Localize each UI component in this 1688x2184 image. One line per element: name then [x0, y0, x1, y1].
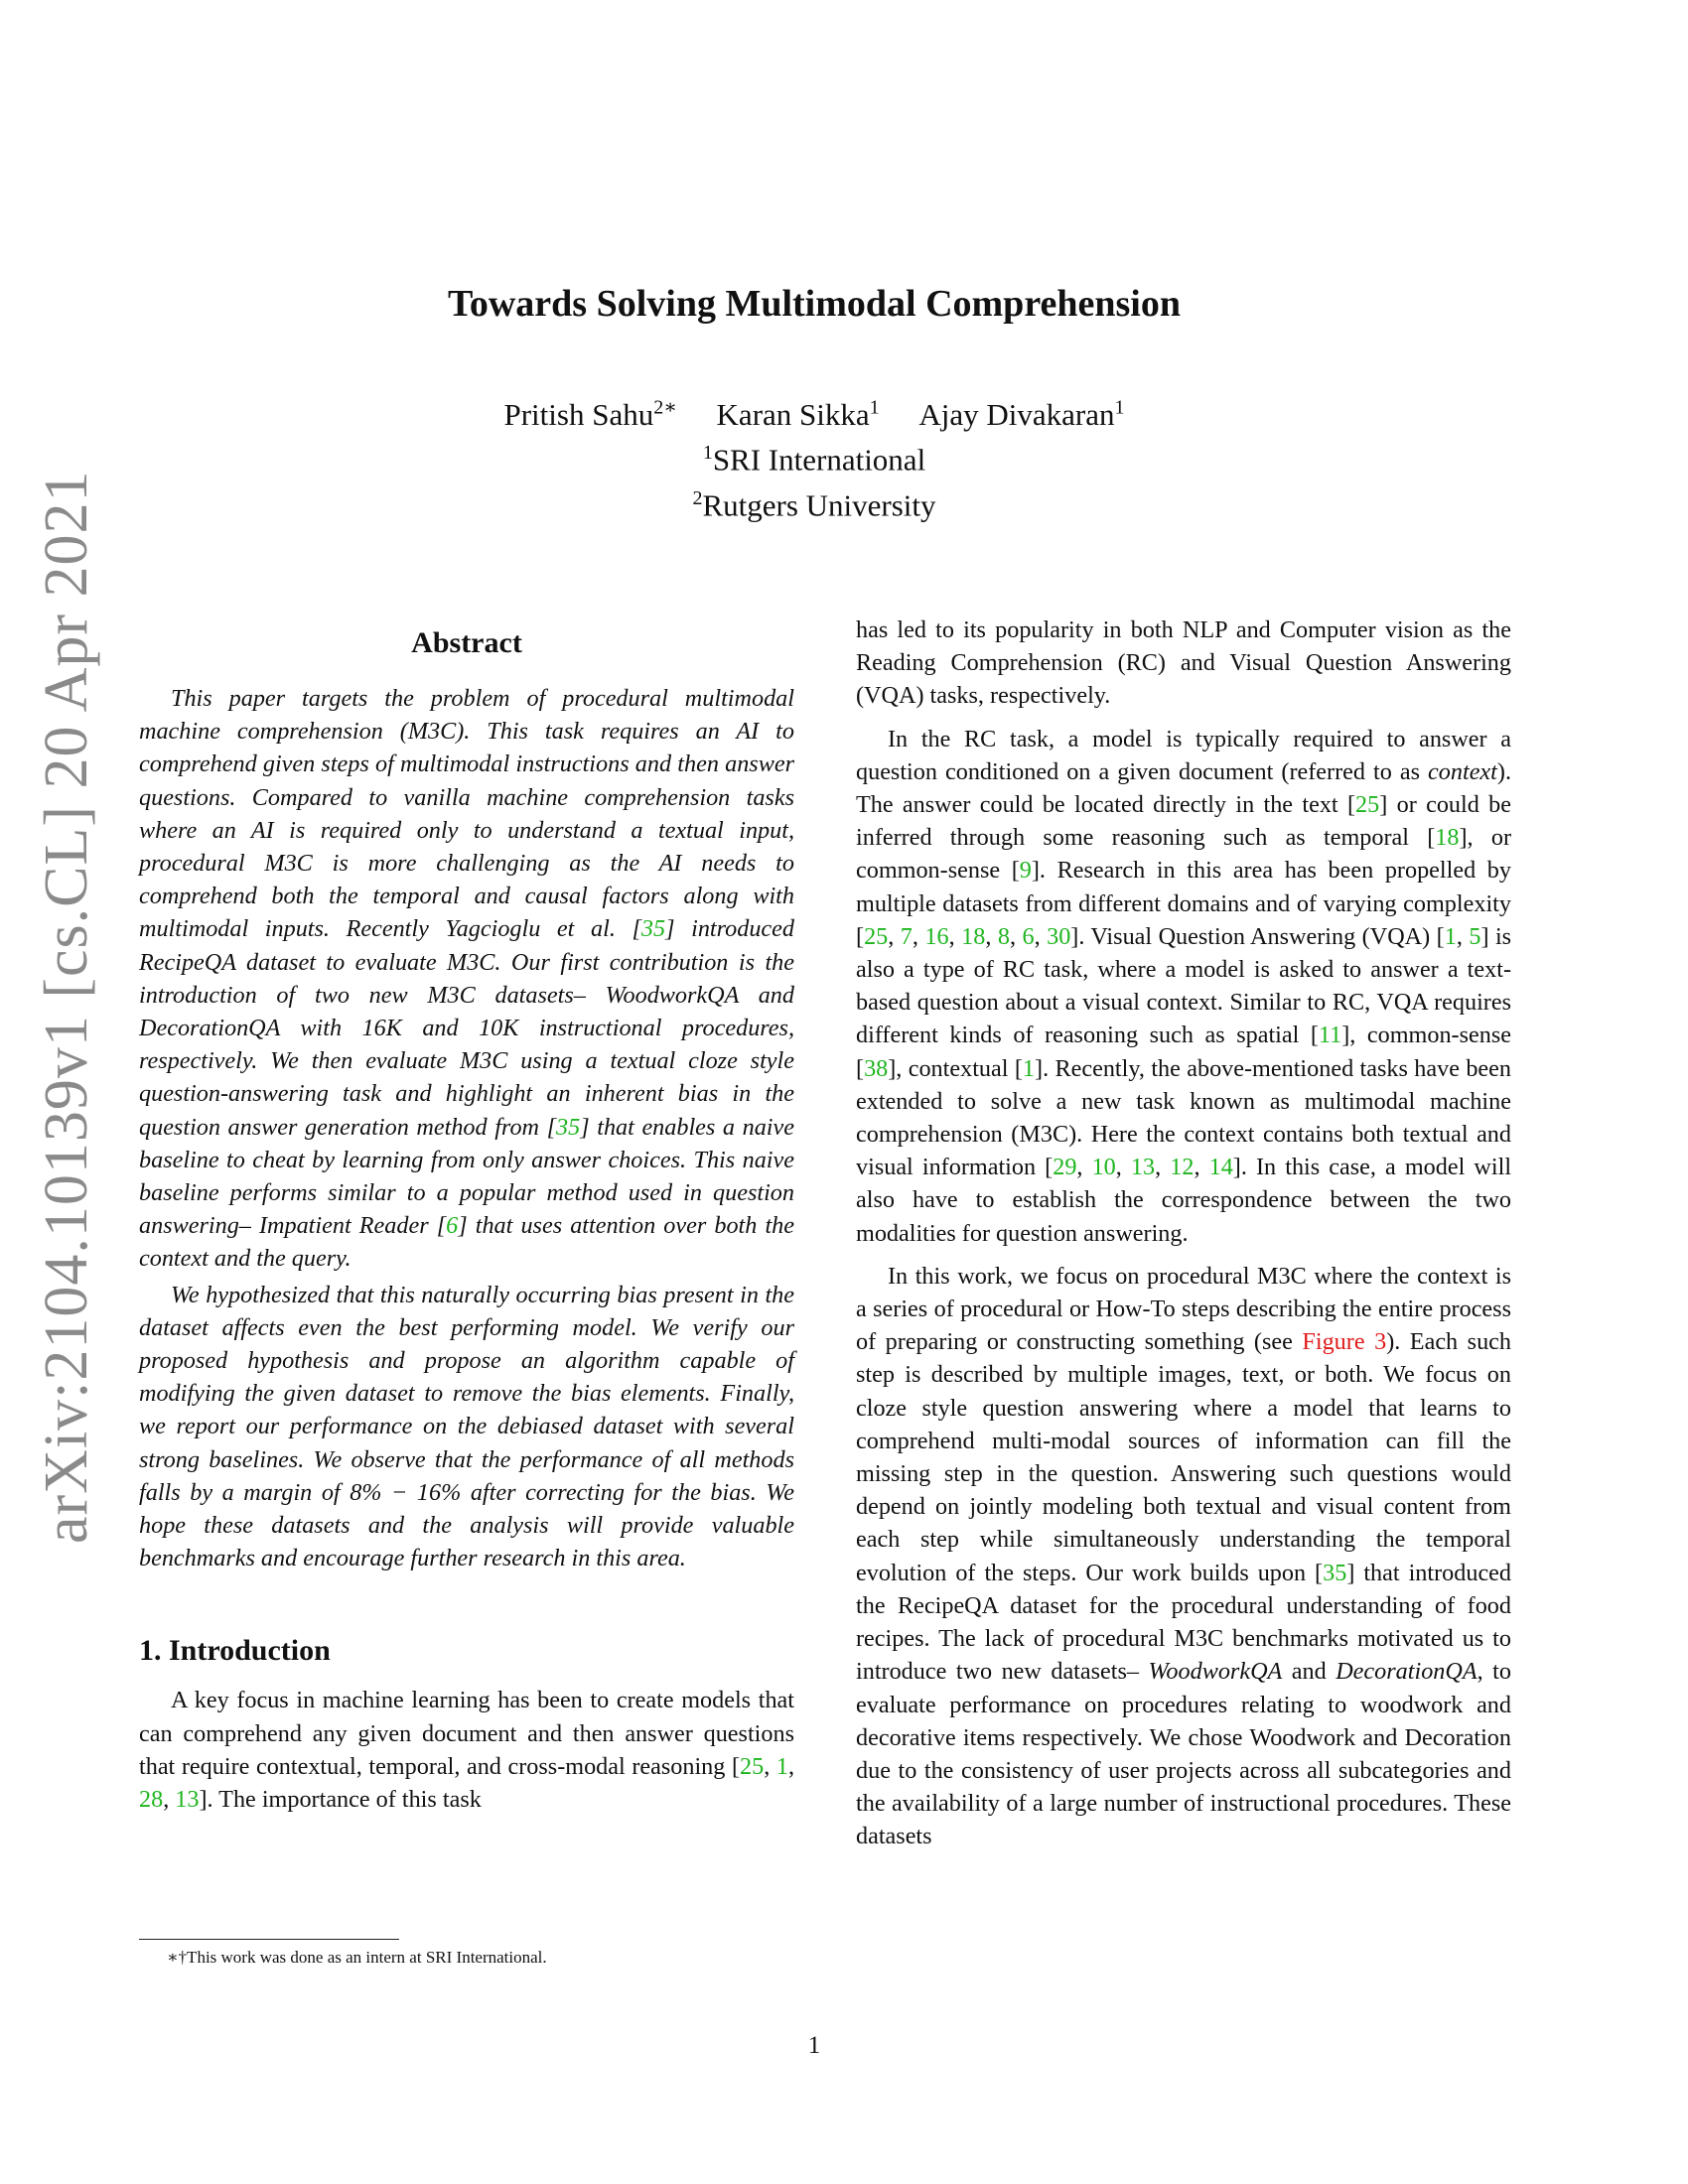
abstract-paragraph: We hypothesized that this naturally occurring bias present in the dataset affects even the best performing model. We verify our proposed hypothesis and propose an algorithm capable of modifying the given dataset to remove the bias elements. Finally, we report our performance on the debiased dataset with several strong baselines. We observe that the performance of all methods falls by a margin of 8% − 16% after correcting for the bias. We hope these datasets and the analysis will provide valuable benchmarks and encourage further research in this area.: [139, 1281, 794, 1572]
citation-link[interactable]: 35: [640, 915, 666, 943]
citation-link[interactable]: 35: [556, 1113, 581, 1141]
citation-link[interactable]: 16: [924, 922, 949, 950]
citation-link[interactable]: 6: [1022, 922, 1035, 950]
abstract-section: [139, 626, 794, 1574]
affiliation: $^2$Rutgers University: [692, 486, 936, 522]
citation-link[interactable]: 1: [775, 1752, 788, 1780]
citation-list: 25, 7, 16, 18, 8, 6, 30: [864, 922, 1071, 950]
body-paragraph: A key focus in machine learning has been to create models that can comprehend any given document and then answer questions that require contextual, temporal, and cross-modal reasoning [25, 1, 28, 13]. The importance of this task: [139, 1687, 795, 1814]
citation-link[interactable]: 25: [864, 922, 889, 950]
author: Ajay Divakaran$^1$: [918, 397, 1125, 433]
section-heading: 1. Introduction: [139, 1634, 331, 1668]
dataset-name: DecorationQA: [1336, 1658, 1477, 1686]
dataset-name: WoodworkQA: [1148, 1658, 1283, 1686]
author-list: [0, 389, 1628, 434]
figure-reference-link[interactable]: Figure 3: [1302, 1328, 1387, 1356]
arxiv-identifier: arXiv:2104.10139v1 [cs.CL] 20 Apr 2021: [33, 470, 100, 1544]
introduction-section: [139, 1634, 794, 1816]
citation-link[interactable]: 5: [1469, 922, 1481, 950]
author: Pritish Sahu$^{2∗}$: [503, 397, 677, 433]
paper-title: Towards Solving Multimodal Comprehension: [448, 283, 1181, 325]
citation-link[interactable]: 12: [1170, 1154, 1195, 1181]
citation-link[interactable]: 30: [1047, 922, 1071, 950]
citation-link[interactable]: 6: [446, 1212, 459, 1240]
citation-link[interactable]: 13: [1130, 1154, 1156, 1181]
abstract-heading: Abstract: [411, 626, 522, 659]
citation-link[interactable]: 1: [1444, 922, 1457, 950]
citation-link[interactable]: 38: [864, 1054, 889, 1082]
citation-link[interactable]: 18: [961, 922, 986, 950]
author-block: [0, 389, 1628, 524]
citation-link[interactable]: 7: [900, 922, 913, 950]
citation-link[interactable]: 8: [997, 922, 1010, 950]
citation-link[interactable]: 28: [139, 1786, 164, 1814]
citation-link[interactable]: 25: [740, 1752, 765, 1780]
citation-list: 29, 10, 13, 12, 14: [1053, 1154, 1233, 1181]
left-column: [139, 614, 794, 1816]
citation-link[interactable]: 10: [1091, 1154, 1116, 1181]
body-paragraph: has led to its popularity in both NLP and Computer vision as the Reading Comprehension (RC) and Visual Question Answering (VQA) tasks, respectively.: [856, 616, 1511, 710]
citation-link[interactable]: 29: [1053, 1154, 1077, 1181]
abstract-paragraph: This paper targets the problem of procedural multimodal machine comprehension (M3C). This task requires an AI to comprehend given steps of multimodal instructions and then answer questions. Compared to vanilla machine comprehension tasks where an AI is required only to understand a textual input, procedural M3C is more challenging as the AI needs to comprehend both the temporal and causal factors along with multimodal inputs. Recently Yagcioglu et al. [35] introduced RecipeQA dataset to evaluate M3C. Our first contribution is the introduction of two new M3C datasets– WoodworkQA and DecorationQA with 16K and 10K instructional procedures, respectively. We then evaluate M3C using a textual cloze style question-answering task and highlight an inherent bias in the question answer generation method from [35] that enables a naive baseline to cheat by learning from only answer choices. This naive baseline performs similar to a popular method used in question answering– Impatient Reader [6] that uses attention over both the context and the query.: [139, 685, 794, 1273]
author: Karan Sikka$^1$: [716, 397, 880, 433]
footnote-divider: [139, 1939, 399, 1940]
affiliation: $^1$SRI International: [702, 442, 926, 478]
citation-link[interactable]: 25: [1355, 791, 1380, 819]
citation-link[interactable]: 11: [1318, 1022, 1342, 1049]
citation-list: 1, 5: [1444, 922, 1481, 950]
page-number: 1: [807, 2032, 821, 2059]
body-paragraph: In this work, we focus on procedural M3C where the context is a series of procedural or How-To steps describing the entire process of preparing or constructing something (see Figure 3). Each such step is described by multiple images, text, or both. We focus on cloze style question answering where a model that learns to comprehend multi-modal sources of information can fill the missing step in the question. Answering such questions would depend on jointly modeling both textual and visual content from each step while simultaneously understanding the temporal evolution of the steps. Our work builds upon [35] that introduced the RecipeQA dataset for the procedural understanding of food recipes. The lack of procedural M3C benchmarks motivated us to introduce two new datasets– WoodworkQA and DecorationQA, to evaluate performance on procedures relating to woodwork and decorative items respectively. We chose Woodwork and Decoration due to the consistency of user projects across all subcategories and the availability of a large number of instructional procedures. These datasets: [856, 1262, 1512, 1850]
body-paragraph: In the RC task, a model is typically required to answer a question conditioned on a given document (referred to as context). The answer could be located directly in the text [25] or could be inferred through some reasoning such as temporal [18], or common-sense [9]. Research in this area has been propelled by multiple datasets from different domains and of varying complexity [25, 7, 16, 18, 8, 6, 30]. Visual Question Answering (VQA) [1, 5] is also a type of RC task, where a model is asked to answer a text-based question about a visual context. Similar to RC, VQA requires different kinds of reasoning such as spatial [11], common-sense [38], contextual [1]. Recently, the above-mentioned tasks have been extended to solve a new task known as multimodal machine comprehension (M3C). Here the context contains both textual and visual information [29, 10, 13, 12, 14]. In this case, a model will also have to establish the correspondence between the two modalities for question answering.: [856, 725, 1512, 1247]
citation-link[interactable]: 9: [1019, 857, 1032, 885]
footnote: ∗†This work was done as an intern at SRI International.: [167, 1948, 547, 1967]
citation-link[interactable]: 14: [1208, 1154, 1233, 1181]
citation-link[interactable]: 1: [1022, 1054, 1036, 1082]
citation-link[interactable]: 35: [1323, 1559, 1347, 1586]
citation-link[interactable]: 18: [1435, 824, 1460, 852]
citation-link[interactable]: 13: [175, 1786, 200, 1814]
right-column: [856, 614, 1511, 1853]
